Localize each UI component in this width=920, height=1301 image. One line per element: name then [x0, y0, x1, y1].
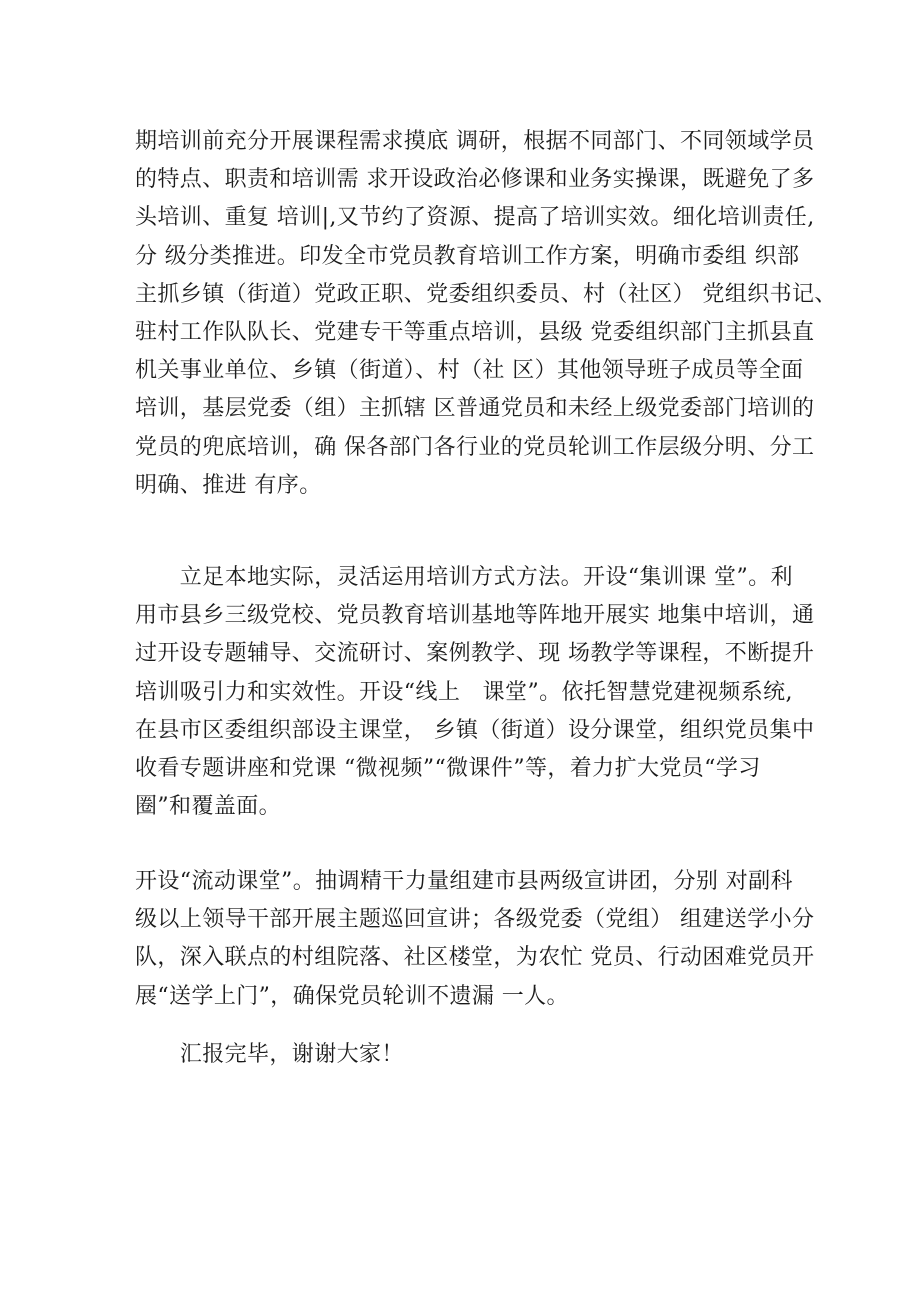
text-line: 党员的兜底培训，确 保各部门各行业的党员轮训工作层级分明、分工 — [135, 434, 815, 460]
paragraph-closing — [135, 1036, 795, 1074]
text-line: 展“送学上门”，确保党员轮训不遗漏 一人。 — [135, 983, 569, 1009]
text-line: 主抓乡镇（街道）党政正职、党委组织委员、村（社区） 党组织书记、 — [135, 281, 837, 307]
text-line: 级以上领导干部开展主题巡回宣讲；各级党委（党组） 组建送学小分 — [135, 907, 815, 933]
text-line: 驻村工作队队长、党建专干等重点培训，县级 党委组织部门主抓县直 — [135, 320, 815, 346]
text-line: 用市县乡三级党校、党员教育培训基地等阵地开展实 地集中培训，通 — [135, 603, 815, 629]
text-line: 在县市区委组织部设主课堂， 乡镇（街道）设分课堂，组织党员集中 — [135, 717, 815, 743]
text-line: 圈”和覆盖面。 — [135, 794, 282, 820]
paragraph-mobile-classroom — [135, 863, 815, 1016]
text-line: 头培训、重复 培训|,又节约了资源、提高了培训实效。细化培训责任, — [135, 205, 815, 231]
text-line: 培训，基层党委（组）主抓辖 区普通党员和未经上级党委部门培训的 — [135, 396, 815, 422]
text-line: 队，深入联点的村组院落、社区楼堂，为农忙 党员、行动困难党员开 — [135, 945, 815, 971]
text-line: 汇报完毕，谢谢大家！ — [135, 1042, 404, 1067]
text-line: 的特点、职责和培训需 求开设政治必修课和业务实操课，既避免了多 — [135, 167, 815, 193]
text-line: 开设“流动课堂”。抽调精干力量组建市县两级宣讲团，分别 对副科 — [135, 869, 793, 894]
paragraph-training-responsibility — [135, 123, 837, 505]
text-line: 过开设专题辅导、交流研讨、案例教学、现 场教学等课程，不断提升 — [135, 641, 815, 667]
text-line: 培训吸引力和实效性。开设“线上 课堂”。依托智慧党建视频系统, — [135, 679, 793, 705]
text-line: 收看专题讲座和党课 “微视频”“微课件”等，着力扩大党员“学习 — [135, 756, 761, 782]
text-line: 明确、推进 有序。 — [135, 472, 322, 498]
text-line: 机关事业单位、乡镇（街道）、村（社 区）其他领导班子成员等全面 — [135, 358, 804, 384]
text-line: 分 级分类推进。印发全市党员教育培训工作方案，明确市委组 织部 — [135, 243, 800, 269]
text-line: 期培训前充分开展课程需求摸底 调研，根据不同部门、不同领域学员 — [135, 129, 815, 154]
paragraph-training-methods — [135, 559, 815, 826]
text-line: 立足本地实际，灵活运用培训方式方法。开设“集训课 堂”。利 — [135, 565, 793, 590]
